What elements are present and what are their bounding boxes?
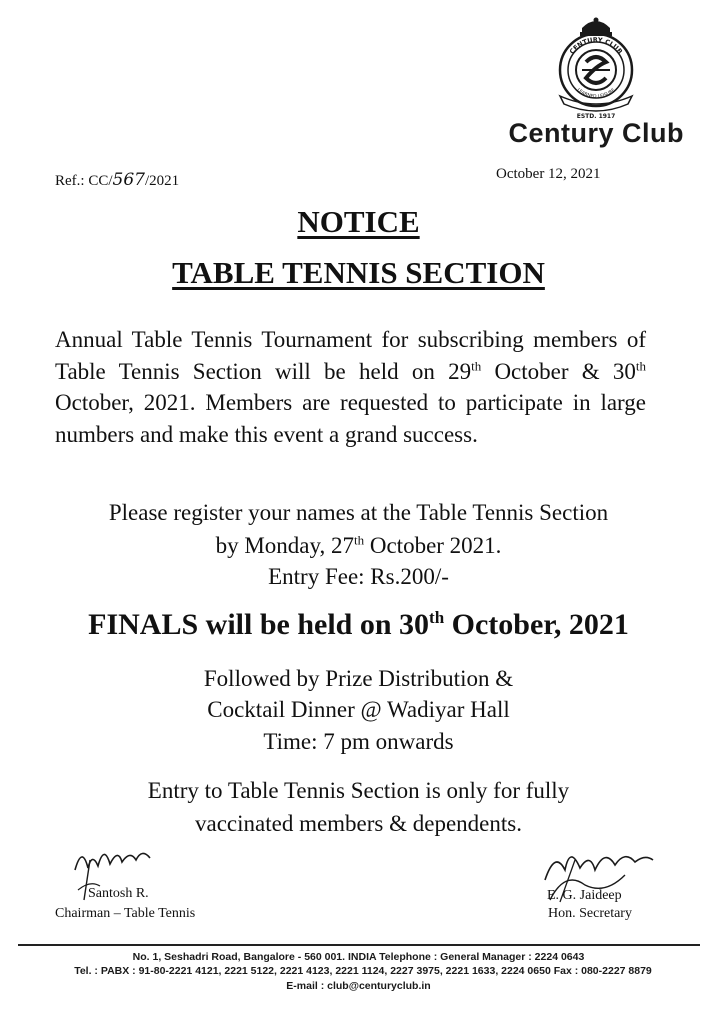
vaccination-line-1: Entry to Table Tennis Section is only for fully bbox=[147, 778, 570, 803]
ref-prefix: Ref.: CC/ bbox=[55, 173, 113, 189]
registration-line: Please register your names at the Table Tennis Section bbox=[108, 500, 609, 525]
prize-distribution-line: Followed by Prize Distribution & bbox=[203, 666, 514, 691]
vaccination-line-2: vaccinated members & dependents. bbox=[195, 811, 522, 836]
ref-suffix: /2021 bbox=[144, 173, 180, 189]
footer-divider bbox=[18, 944, 700, 946]
secretary-title: Hon. Secretary bbox=[548, 906, 632, 921]
logo-estd: ESTD. 1917 bbox=[576, 113, 616, 120]
footer-phones: Tel. : PABX : 91-80-2221 4121, 2221 5122, 2221 4123, 2221 1124, 2227 3975, 2221 1633, 2224 0650 Fax : 080-2227 8879 bbox=[74, 965, 652, 977]
section-title: TABLE TENNIS SECTION bbox=[172, 255, 545, 290]
registration-deadline: by Monday, 27th October 2021. bbox=[215, 532, 502, 558]
century-club-logo bbox=[552, 14, 640, 122]
logo-arc-text: CENTURY CLUB bbox=[567, 35, 625, 56]
ref-handwritten-number: 567 bbox=[112, 170, 145, 190]
chairman-title: Chairman – Table Tennis bbox=[55, 906, 196, 921]
finals-announcement: FINALS will be held on 30th October, 2021 bbox=[88, 608, 629, 641]
chairman-name: Santosh R. bbox=[88, 886, 149, 901]
event-time: Time: 7 pm onwards bbox=[263, 729, 454, 754]
secretary-name: E. G. Jaideep bbox=[547, 888, 622, 903]
footer-email: E-mail : club@centuryclub.in bbox=[286, 980, 431, 992]
cocktail-dinner-line: Cocktail Dinner @ Wadiyar Hall bbox=[207, 697, 510, 722]
notice-date: October 12, 2021 bbox=[496, 166, 601, 182]
entry-fee: Entry Fee: Rs.200/- bbox=[268, 564, 449, 589]
footer-address: No. 1, Seshadri Road, Bangalore - 560 001. INDIA Telephone : General Manager : 2224 0643 bbox=[132, 951, 585, 963]
logo-ribbon-text: LEARNED LEISURE bbox=[575, 87, 617, 100]
club-name: Century Club bbox=[508, 118, 684, 148]
tournament-paragraph: Annual Table Tennis Tournament for subscribing members of Table Tennis Section will be held on 29th October & 30th October, 2021. Members are requested to participate in large numbers and make this event a grand success. bbox=[55, 327, 647, 447]
reference-number bbox=[55, 170, 179, 190]
notice-title: NOTICE bbox=[297, 204, 420, 239]
